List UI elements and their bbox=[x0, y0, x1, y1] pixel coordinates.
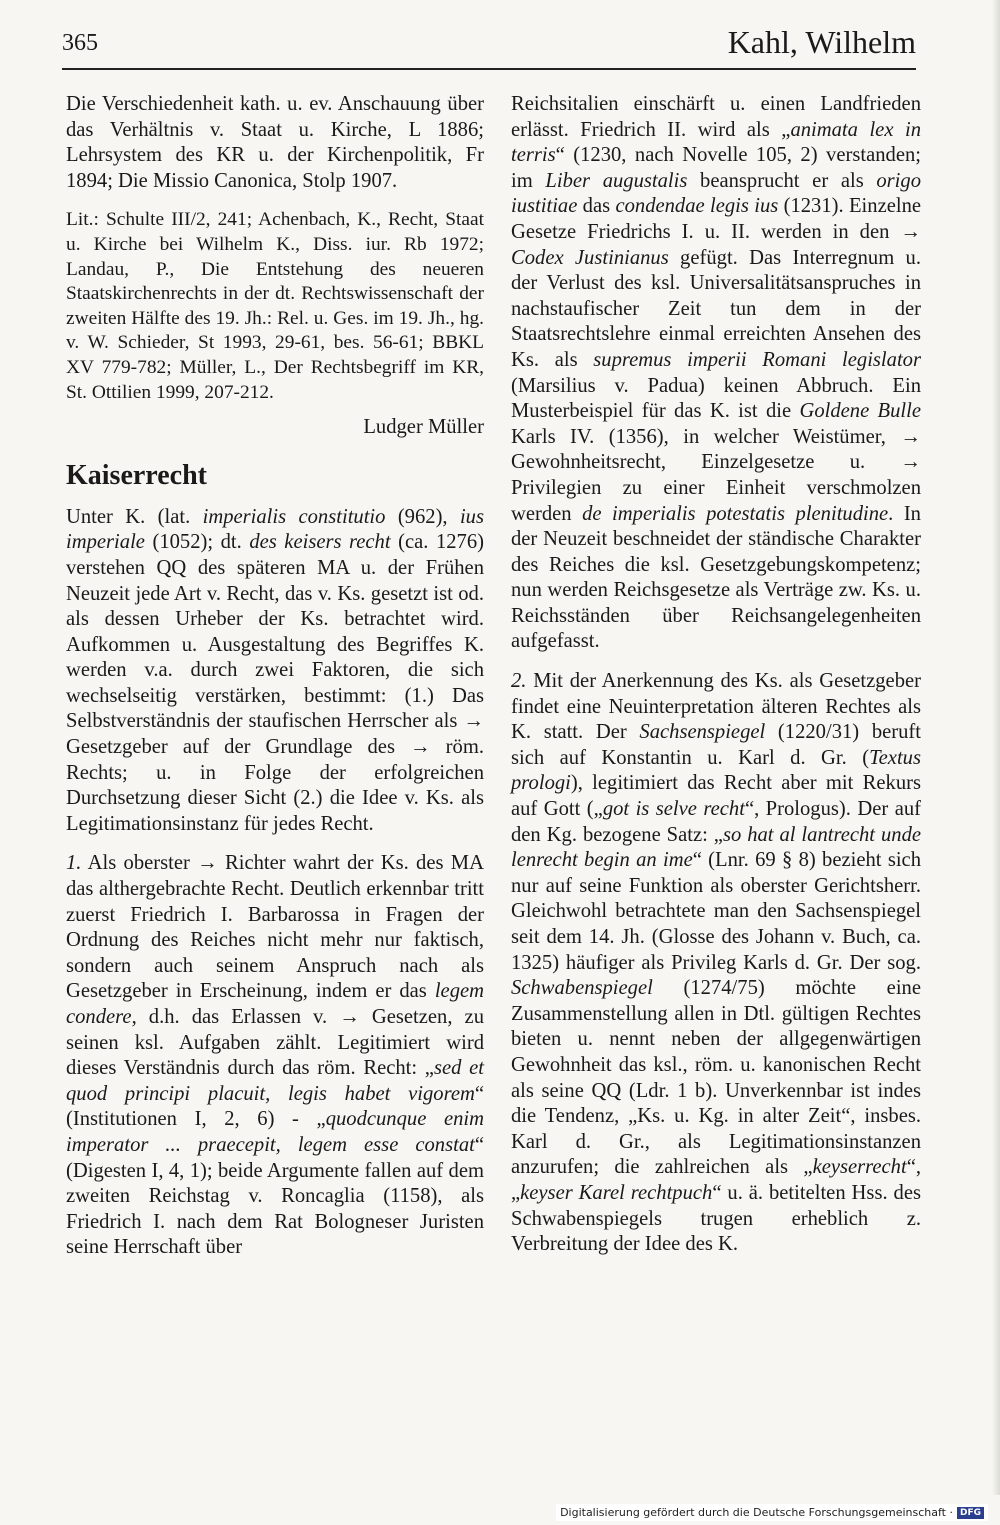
works-paragraph: Die Verschiedenheit kath. u. ev. Anschauung über das Verhältnis v. Staat u. Kirche, L 1886; Lehrsystem des KR u. der Kirchenpolitik, Fr 1894; Die Missio Canonica, Stolp 1907. bbox=[66, 93, 484, 192]
page-header bbox=[62, 18, 916, 70]
author-signature: Ludger Müller bbox=[363, 416, 484, 439]
literature-paragraph: Lit.: Schulte III/2, 241; Achenbach, K., Recht, Staat u. Kirche bei Wilhelm K., Diss. iur. Rb 1972; Landau, P., Die Entstehung des neueren Staatskirchenrechts in der dt. Rechtswissenschaft der zweiten Hälfte des 19. Jh.: Rel. u. Ges. im 19. Jh., hg. v. W. Schieder, St 1993, 29-61, bes. 56-61; BBKL XV 779-782; Müller, L., Der Rechtsbegriff im KR, St. Ottilien 1999, 207-212. bbox=[66, 209, 484, 403]
intro-paragraph: Unter K. (lat. imperialis constitutio (962), ius imperiale (1052); dt. des keisers recht (ca. 1276) verstehen QQ des späteren MA u. der Frühen Neuzeit jede Art v. Recht, das v. Ks. gesetzt ist od. als dessen Urheber der Ks. betrachtet wird. Aufkommen u. Ausgestaltung des Begriffes K. werden v.a. durch zwei Faktoren, die sich wechselseitig verstärken, bestimmt: (1.) Das Selbstverständnis der staufischen Herrscher als → Gesetzgeber auf der Grundlage des → röm. Rechts; u. in Folge der erfolgreichen Durchsetzung dieser Sicht (2.) die Idee v. Ks. als Legitimationsinstanz für jedes Recht. bbox=[66, 505, 484, 835]
right-column bbox=[511, 92, 921, 1258]
section-1-paragraph: 1. Als oberster → Richter wahrt der Ks. des MA das althergebrachte Recht. Deutlich erkennbar tritt zuerst Friedrich I. Barbarossa in Fragen der Ordnung des Reiches nicht mehr nur faktisch, sondern auch seinem Anspruch nach als Gesetzgeber in Erscheinung, indem er das legem condere, d.h. das Erlassen v. → Gesetzen, zu seinen ksl. Aufgaben zählt. Legitimiert wird dieses Verständnis durch das röm. Recht: „sed et quod principi placuit, legis habet vigorem“ (Institutionen I, 2, 6) - „quodcunque enim imperator ... praecepit, legem esse constat“ (Digesten I, 4, 1); beide Argumente fallen auf dem zweiten Reichstag v. Roncaglia (1158), als Friedrich I. nach dem Rat Bologneser Juristen seine Herrschaft über bbox=[66, 852, 484, 1259]
entry-heading: Kaiserrecht bbox=[66, 459, 207, 491]
section-1-continued-paragraph: Reichsitalien einschärft u. einen Landfrieden erlässt. Friedrich II. wird als „animata lex in terris“ (1230, nach Novelle 105, 2) verstanden; im Liber augustalis beansprucht er als origo iustitiae das condendae legis ius (1231). Einzelne Gesetze Friedrichs I. u. II. werden in den → Codex Justinianus gefügt. Das Interregnum u. der Verlust des ksl. Universalitätsanspruches in nachstaufischer Zeit tun dem in der Staatsrechtslehre einmal erreichten Ansehen des Ks. als supremus imperii Romani legislator (Marsilius v. Padua) keinen Abbruch. Ein Musterbeispiel für das K. ist die Goldene Bulle Karls IV. (1356), in welcher Weistümer, → Gewohnheitsrecht, Einzelgesetze u. → Privilegien zu einer Einheit verschmolzen werden de imperialis potestatis plenitudine. In der Neuzeit beschneidet der ständische Charakter des Reiches die ksl. Gesetzgebungskompetenz; nun werden Reichsgesetze als Verträge zw. Ks. u. Reichsständen über Reichsangelegenheiten aufgefasst. bbox=[511, 93, 922, 653]
section-2-paragraph: 2. Mit der Anerkennung des Ks. als Gesetzgeber findet eine Neuinterpretation älteren Rechtes als K. statt. Der Sachsenspiegel (1220/31) beruft sich auf Konstantin u. Karl d. Gr. (Textus prologi), legitimiert das Recht aber mit Rekurs auf Gott („got is selve recht“, Prologus). Der auf den Kg. bezogene Satz: „so hat al lantrecht unde lenrecht begin an ime“ (Lnr. 69 § 8) bezieht sich nur auf seine Funktion als oberster Gerichtsherr. Gleichwohl betrachtete man den Sachsenspiegel seit dem 14. Jh. (Glosse des Johann v. Buch, ca. 1325) häufiger als Privileg Karls d. Gr. Der sog. Schwabenspiegel (1274/75) möchte eine Zusammenstellung allen in Dtl. gültigen Rechtes bieten u. nennt neben der allgegenwärtigen Gewohnheit das ksl., röm. u. kanonischen Recht als seine QQ (Ldr. 1 b). Unverkennbar ist indes die Tendenz, „Ks. u. Kg. in alter Zeit“, insbes. Karl d. Gr., als Legitimationsinstanzen anzurufen; die zahlreichen als „keyserrecht“, „keyser Karel rechtpuch“ u. ä. betitelten Hss. des Schwabenspiegels trugen erheblich z. Verbreitung der Idee des K. bbox=[511, 670, 922, 1256]
section-number: 1. bbox=[66, 852, 82, 875]
dfg-logo-icon: DFG bbox=[957, 1507, 984, 1519]
section-number: 2. bbox=[511, 670, 527, 693]
left-column bbox=[66, 92, 484, 1261]
scan-edge bbox=[992, 0, 1000, 1495]
dfg-footer bbox=[556, 1504, 988, 1521]
page-number: 365 bbox=[62, 30, 98, 56]
footer-text: Digitalisierung gefördert durch die Deutsche Forschungsgemeinschaft · bbox=[560, 1506, 953, 1519]
running-head: Kahl, Wilhelm bbox=[727, 24, 916, 60]
